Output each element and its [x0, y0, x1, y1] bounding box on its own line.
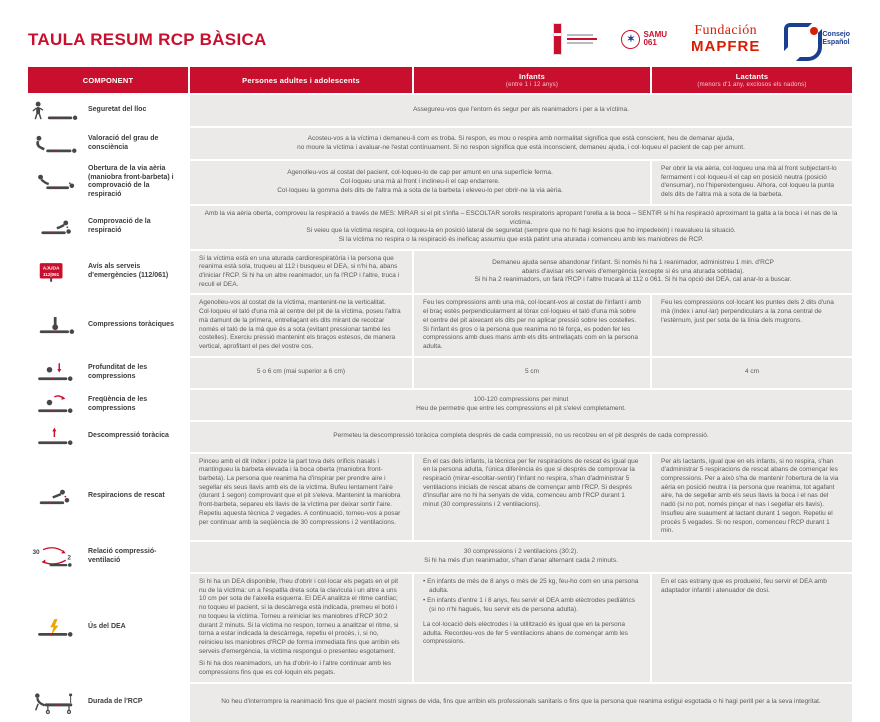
cell-line: Si hi ha més d'un reanimador, s'han d'anar alternant cada 2 minuts.: [424, 556, 618, 564]
government-emblem-icon: [553, 23, 562, 55]
component-label: Relació compressió-ventilació: [88, 548, 157, 564]
table-row: [28, 206, 852, 249]
cell-span-all: [190, 390, 852, 420]
cell-line: Acosteu-vos a la víctima i demaneu-li com es troba. Si respon, es mou o respira amb normalitat significa que està conscient, heu de demanar ajuda,: [307, 134, 735, 142]
mapfre-logo-line1: Fundación: [694, 23, 758, 38]
cell-bullet: • En infants de més de 8 anys o més de 25 kg, feu-ho com en una persona adulta.: [423, 577, 639, 594]
cell-span-all: [190, 542, 852, 572]
scene-safety-icon: [30, 98, 82, 124]
component-label: Durada de l'RCP: [88, 698, 143, 706]
component-label: Seguretat del lloc: [88, 106, 147, 114]
cell-bullet: • En infants d'entre 1 i 8 anys, feu servir el DEA amb elèctrodes pediàtrics (si no n'hi hagués, feu servir els de persona adulta).: [423, 597, 635, 614]
compression-ventilation-ratio-icon: [30, 544, 82, 570]
compression-depth-icon: [30, 360, 82, 386]
chest-compressions-icon: [30, 313, 82, 339]
table-row: [28, 95, 852, 126]
component-cell: [28, 206, 188, 249]
airway-opening-icon: [30, 169, 82, 195]
aed-icon: [30, 615, 82, 641]
cell-line: Demaneu ajuda sense abandonar l'infant. Si només hi ha 1 reanimador, administreu 1 min. d'RCP: [492, 258, 774, 266]
column-header-infants: Infants (entre 1 i 12 anys): [414, 67, 650, 93]
cell-line: no moure la víctima i avaluar-ne l'estat contínuament. Si no respon significa que està inconscient, demaneu ajuda, i col·loqueu el pacient de cap per amunt.: [297, 143, 745, 151]
cell-paragraph: Si hi ha dos reanimadors, un ha d'obrir-lo i l'altre continuar amb les compressions fins que es col·loquin els pegats.: [199, 660, 392, 677]
cell-line: Si la víctima no respira o la respiració és ineficaç assumiu que està patint una aturada i comenceu amb les maniobres de RCP.: [338, 235, 704, 243]
cell-infants: En el cas dels infants, la tècnica per fer respiracions de rescat és igual que en la persona adulta, l'única diferència és que si després de comprovar la respiració (mirar-escoltar-sentir) l'infant no respira, s'han d'administrar 5 ventilacions inicials de rescat abans de començar amb l'RCP. Si després d'insuflar aire no hi ha senyals de vida, comenceu amb l'RCP durant 1 minut (30 compressions i 2 ventilacions).: [414, 454, 650, 540]
cell-span-all: Assegureu-vos que l'entorn és segur per als reanimadors i per a la víctima.: [190, 95, 852, 126]
samu-061-label: SAMU 061: [643, 29, 668, 47]
cell-adults-infants: [190, 161, 650, 204]
cell-line: Si veieu que la víctima respira, col·loqueu-la en posició lateral de seguretat (sempre que no hi hagi lesions que ho impedeixin) i reavalueu la situació.: [306, 227, 736, 235]
fundacion-mapfre-logo: [691, 23, 760, 55]
table-row: [28, 390, 852, 420]
cell-lactants: En el cas estrany que es produeixi, feu servir el DEA amb adaptador infantil i atenuador de dosi.: [652, 574, 852, 682]
component-cell: [28, 454, 188, 540]
component-label: Profunditat de les compressions: [88, 363, 148, 380]
cpr-summary-table: [28, 67, 852, 722]
table-row: [28, 295, 852, 355]
cell-line: 30 compressions i 2 ventilacions (30:2).: [463, 548, 579, 556]
cell-paragraph: Si hi ha un DEA disponible, l'heu d'obrir i col·locar els pegats en el pit nu de la víctima: un a l'espatlla dreta sota la clavícula i un altre a uns 10 cm per sota de l'aixella esquerra. El DEA analitza el ritme cardíac; no toqueu el pacient, si la descàrrega està indicada, premeu el botó i no toqueu la víctima. Torneu a reiniciar les maniobres d'RCP 30:2 durant 2 minuts. Si la víctima no respon, torneu a analitzar el ritme, si torna a estar indicada la descàrrega, repetiu el procés, i, si no, reinicieu les maniobres d'RCP de forma immediata fins que arribin els serveis d'emergència, la víctima respongui o presenteu esgotament.: [199, 577, 400, 655]
component-label: Comprovació de la respiració: [88, 218, 151, 235]
svg-text:2: 2: [67, 554, 71, 562]
cell-line: 100-120 compressions per minut: [473, 395, 569, 403]
cell-lactants: 4 cm: [652, 358, 852, 388]
cell-infants-lactants: [414, 251, 852, 294]
cell-span-all: Permeteu la descompressió toràcica completa després de cada compressió, no us recolzeu en el pit després de cada compressió.: [190, 422, 852, 452]
rescue-breaths-icon: [30, 484, 82, 510]
table-row: [28, 542, 852, 572]
table-row: [28, 161, 852, 204]
government-logo: [553, 23, 597, 55]
cell-adults: Pinceu amb el dit índex i polze la part tova dels orificis nasals i mantingueu la barbeta elevada i la boca oberta (maniobra front-barbeta). La persona que reanima ha d'inspirar per prendre aire i segellar els seus llavis amb els de la víctima. Bufeu lentament l'aire (durant 1 segon) comprovant que el pit s'eleva. Mantenint la maniobra front-barbeta, separeu els llavis de la víctima per deixar sortir l'aire. Repetiu aquesta tècnica 2 vegades. A continuació, torneu-vos a posar per continuar amb la seqüència de 30 compressions i 2 ventilacions.: [190, 454, 412, 540]
component-label: Ús del DEA: [88, 623, 126, 631]
cell-line: Col·loqueu la gomma dels dits de l'altra mà a sota de la barbeta i eleveu-lo per obrir-ne la via aèria.: [277, 186, 563, 194]
cell-span-all: No heu d'interrompre la reanimació fins que el pacient mostri signes de vida, fins que arribin els professionals sanitaris o fins que la persona que reanima estigui esgotada o hi hagi perill per a la seva integritat.: [190, 684, 852, 722]
cell-line: abans d'avisar els serveis d'emergència (excepte si és una aturada sobtada).: [521, 267, 745, 275]
component-cell: [28, 574, 188, 682]
consejo-espanol-rcp-logo: [784, 21, 850, 57]
component-cell: [28, 542, 188, 572]
table-row: [28, 358, 852, 388]
cell-infants: Feu les compressions amb una mà, col·locant-vos al costat de l'infant i amb el braç estès perpendicularment al tòrax col·loqueu el taló d'una mà sobre el centre del pit aixecant els dits per no aplicar pressió sobre les costelles. Si l'infant és gros o la persona que reanima no té força, es poden fer les compressions amb dues mans amb els dits entrellaçats com en la persona adulta.: [414, 295, 650, 355]
component-cell: [28, 422, 188, 452]
chest-recoil-icon: [30, 424, 82, 450]
component-cell: [28, 295, 188, 355]
rcp-council-icon: [784, 21, 820, 57]
table-row: [28, 454, 852, 540]
cell-adults: Si la víctima està en una aturada cardiorespiratòria i la persona que reanima està sola, truqueu al 112 i busqueu el DEA, si n'hi ha, abans d'iniciar l'RCP. Si hi ha un altre reanimador, un fa l'RCP i l'altre, truca i recull el DEA.: [190, 251, 412, 294]
component-cell: [28, 358, 188, 388]
table-row: [28, 251, 852, 294]
table-row: [28, 574, 852, 682]
breathing-check-icon: [30, 214, 82, 240]
svg-text:30: 30: [32, 548, 40, 556]
cell-infants: [414, 574, 650, 682]
emergency-call-icon: [30, 259, 82, 285]
component-label: Obertura de la via aèria (maniobra front-barbeta) i comprovació de la respiració: [88, 164, 174, 199]
mapfre-logo-line2: MAPFRE: [691, 38, 761, 55]
page-title: TAULA RESUM RCP BÀSICA: [28, 30, 267, 49]
cell-line: Agenolleu-vos al costat del pacient, col·loqueu-lo de cap per amunt en una superfície ferma.: [287, 169, 553, 177]
component-cell: [28, 95, 188, 126]
cell-line: Heu de permetre que entre les compressions el pit s'elevi completament.: [416, 404, 626, 412]
cell-span-all: [190, 128, 852, 159]
component-label: Compressions toràciques: [88, 321, 174, 329]
column-header-lactants: Lactants (menors d'1 any, exclosos els nadons): [652, 67, 852, 93]
table-row: [28, 684, 852, 722]
cell-paragraph: La col·locació dels elèctrodes i la utilització és igual que en la persona adulta. Recordeu-vos de fer 5 ventilacions abans de començar amb les compressions.: [423, 620, 628, 646]
cell-adults: Agenolleu-vos al costat de la víctima, mantenint-ne la verticalitat. Col·loqueu el taló d'una mà al centre del pit de la víctima, poseu l'altra mà damunt de la primera, entrellaçant els dits mirant de recolzar només el taló de la mà que és a sota (evitant pressionar també les costelles). Exerciu pressió mantenint els braços estesos, de manera vertical, aprofitant el pes del vostre cos.: [190, 295, 412, 355]
star-of-life-icon: ✶: [621, 30, 640, 49]
component-label: Freqüència de les compressions: [88, 395, 148, 412]
cell-lactants: Per obrir la via aèria, col·loqueu una mà al front subjectant-lo fermament i col·loqueu-li el cap en posició neutra (posició d'ensumar), no l'hiperextengueu. Alhora, col·loqueu la punta dels dits de l'altra mà a sota de la barbeta.: [652, 161, 852, 204]
cell-lactants: Per als lactants, igual que en els infants, si no respira, s'han d'administrar 5 respiracions de rescat abans de començar les compressions. Per a això s'ha de mantenir l'obertura de la via aèria en posició neutra i la persona que reanima, tot agafant aire, ha de segellar amb els seus llavis la boca i el nas del nadó (si no pot, només pinçar el nas i segellar els llavis). Insufleu aire suaument al lactant durant 1 segon. Repetiu el procés 5 vegades. Si no respon, comenceu l'RCP durant 1 min.: [652, 454, 852, 540]
cell-line: Si hi ha 2 reanimadors, un farà l'RCP i l'altre trucarà al 112 o 061. Si hi ha opció del DEA, cal anar-lo a buscar.: [474, 276, 792, 284]
logo-strip: [553, 16, 850, 62]
svg-text:AJUDA: AJUDA: [42, 266, 60, 272]
cell-adults: 5 o 6 cm (mai superior a 6 cm): [190, 358, 412, 388]
component-cell: [28, 128, 188, 159]
component-cell: [28, 684, 188, 722]
component-cell: [28, 251, 188, 294]
table-row: [28, 128, 852, 159]
component-label: Descompressió toràcica: [88, 432, 169, 440]
government-logo-text-lines: [567, 34, 597, 44]
component-label: Respiracions de rescat: [88, 492, 165, 500]
table-header: [28, 67, 852, 93]
cell-span-all: [190, 206, 852, 249]
cpr-duration-icon: [30, 690, 82, 716]
rcp-council-label: Consejo Español: [822, 31, 850, 46]
component-label: Valoració del grau de consciència: [88, 134, 159, 151]
cell-adults: [190, 574, 412, 682]
component-label: Avís als serveis d'emergències (112/061): [88, 263, 169, 280]
column-header-component: COMPONENT: [28, 67, 188, 93]
cell-lactants: Feu les compressions col·locant les puntes dels 2 dits d'una mà (índex i anul·lar) perpendiculars a la zona central de l'estèrnum, just per sota de la línia dels mugrons.: [652, 295, 852, 355]
table-row: [28, 422, 852, 452]
samu-061-logo: [621, 30, 667, 49]
svg-text:112|061: 112|061: [43, 272, 60, 278]
component-cell: [28, 161, 188, 204]
consciousness-check-icon: [30, 131, 82, 157]
cell-line: Col·loqueu una mà al front i inclineu-li el cap endarrere.: [340, 178, 500, 186]
component-cell: [28, 390, 188, 420]
cell-infants: 5 cm: [414, 358, 650, 388]
compression-rate-icon: [30, 392, 82, 418]
cell-line: Amb la via aèria oberta, comproveu la respiració a través de MES: MIRAR si el pit s'infla – ESCOLTAR sorolls respiratoris apropant l'orella a la boca – SENTIR si hi ha respiració aproximant la galta a la boca i el nas de la víctima.: [204, 209, 838, 226]
column-header-adults: Persones adultes i adolescents: [190, 67, 412, 93]
